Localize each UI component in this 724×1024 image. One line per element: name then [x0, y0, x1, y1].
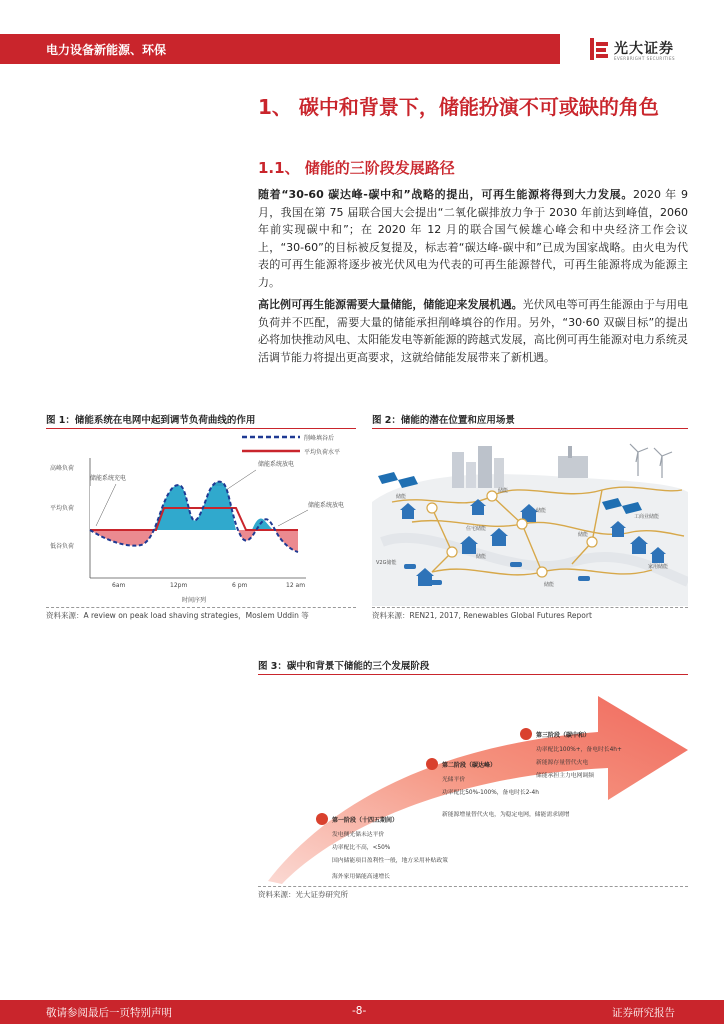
- heading-1: 1、 碳中和背景下，储能扮演不可或缺的角色: [258, 95, 659, 119]
- y-label-peak: 高峰负荷: [50, 465, 75, 472]
- paragraph-2-lead: 高比例可再生能源需要大量储能，储能迎来发展机遇。: [258, 298, 523, 311]
- figure-3-diagram: [258, 676, 688, 886]
- label-storage-4: 储能: [578, 532, 589, 538]
- footer-bar: [0, 1000, 724, 1024]
- paragraph-1-body: 2020 年 9 月，我国在第 75 届联合国大会提出“二氧化碳排放力争于 2030 年前达到峰值，2060 年前实现碳中和”；在 2020 年 12 月的联合国气候雄心峰会和中央经济工作会议上，“30-60”的目标被反复提及，标志着“碳达峰-碳中和”已成为国家战略。由火电为代表的可再生能源将逐步被光伏风电为代表的可再生能源替代，可再生能源将成为能源主力。: [258, 188, 688, 289]
- stage-3-marker: [520, 728, 532, 740]
- x-tick-12am: 12 am: [286, 582, 306, 589]
- building-1: [452, 452, 464, 488]
- stage-3-name: 第三阶段（碳中和）: [536, 732, 591, 739]
- logo-en: EVERBRIGHT SECURITIES: [614, 56, 676, 61]
- x-tick-6pm: 6 pm: [232, 582, 248, 589]
- stage-2-marker: [426, 758, 438, 770]
- figure-1-source-rule: [46, 607, 356, 608]
- paragraph-2: [258, 296, 688, 366]
- stage-2-item-2: 功率配比50%-100%，备电时长2-4h: [442, 790, 539, 796]
- annotation-discharge-1: 储能系统放电: [258, 461, 295, 468]
- figure-2-source: 资料来源：REN21, 2017, Renewables Global Futures Report: [372, 611, 592, 620]
- stage-3-item-2: 新能源存量替代火电: [536, 760, 589, 766]
- heading-2: 1.1、 储能的三阶段发展路径: [258, 159, 455, 177]
- stage-1-item-3: 国内储能项目盈利性一般，地方采用补贴政策: [332, 858, 448, 864]
- x-tick-6am: 6am: [112, 582, 126, 589]
- stage-1-item-1: 发电侧光储未达平价: [332, 832, 385, 838]
- label-storage-6: 储能: [476, 554, 487, 560]
- legend-label-average: 平均负荷水平: [304, 449, 341, 456]
- figure-3-rule: [258, 674, 688, 675]
- label-storage-5: 储能: [544, 582, 555, 588]
- building-2: [466, 462, 476, 488]
- paragraph-1-lead: 随着“30-60 碳达峰-碳中和”战略的提出，可再生能源将得到大力发展。: [258, 188, 633, 201]
- x-tick-12pm: 12pm: [170, 582, 188, 589]
- label-home: 家用储能: [648, 564, 669, 570]
- stage-2-item-1: 光储平价: [442, 777, 466, 783]
- logo: [588, 36, 688, 66]
- building-3: [478, 446, 492, 488]
- annotation-discharge-2: 储能系统放电: [308, 502, 345, 509]
- figure-1-source: 资料来源：A review on peak load shaving strategies，Moslem Uddin 等: [46, 611, 309, 620]
- stage-1-item-2: 功率配比不高，<50%: [332, 845, 391, 851]
- stage-3-item-3: 储能承担主力电网调频: [536, 773, 594, 779]
- figure-2-source-rule: [372, 607, 688, 608]
- footer-disclaimer: 敬请参阅最后一页特别声明: [46, 1007, 172, 1019]
- chimney: [568, 446, 572, 458]
- figure-1-title: 图 1：储能系统在电网中起到调节负荷曲线的作用: [46, 415, 256, 426]
- figure-3-source-rule: [258, 886, 688, 887]
- figure-1-rule: [46, 428, 356, 429]
- building-4: [494, 458, 504, 488]
- figure-3-title: 图 3：碳中和背景下储能的三个发展阶段: [258, 661, 430, 672]
- label-v2g: V2G储能: [376, 560, 397, 566]
- figure-2-illustration: [372, 432, 688, 606]
- wind-turbine-1: [630, 444, 648, 476]
- header-bar: [0, 34, 560, 64]
- stage-2-item-3: 新能源增量替代火电，为稳定电网，储能需求剧增: [442, 812, 570, 818]
- stage-2-name: 第二阶段（碳达峰）: [442, 762, 497, 769]
- figure-3-source: 资料来源：光大证券研究所: [258, 890, 348, 899]
- label-storage-3: 储能: [536, 508, 547, 514]
- wind-turbine-2: [654, 448, 672, 478]
- annotation-charge: 储能系统充电: [90, 475, 127, 482]
- section-label: 电力设备新能源、环保: [46, 43, 167, 57]
- stage-1-marker: [316, 813, 328, 825]
- stage-3-item-1: 功率配比100%+，备电时长4h+: [536, 747, 622, 753]
- label-storage-2: 储能: [498, 488, 509, 494]
- logo-mark-icon: [588, 36, 610, 62]
- paragraph-1: [258, 186, 688, 292]
- figure-2-title: 图 2：储能的潜在位置和应用场景: [372, 415, 515, 426]
- label-commercial: 工商业储能: [634, 514, 660, 520]
- stage-1-item-4: 海外家用储能高速增长: [332, 874, 390, 880]
- factory: [558, 456, 588, 478]
- stage-1-name: 第一阶段（十四五期间）: [332, 817, 399, 824]
- label-storage-1: 储能: [396, 494, 407, 500]
- logo-name: 光大证券: [614, 41, 674, 57]
- figure-1-chart: [46, 430, 356, 608]
- y-label-average: 平均负荷: [50, 505, 75, 512]
- page-number: -8-: [352, 1005, 367, 1017]
- paragraph-2-body: 光伏风电等可再生能源由于与用电负荷并不匹配，需要大量的储能承担削峰填谷的作用。另外，“30·60 双碳目标”的提出必将加快推动风电、太阳能发电等新能源的跨越式发展，高比例可再生能源对电力系统灵活调节能力将提出更高要求，这就给储能发展带来了新机遇。: [258, 298, 689, 364]
- label-residential: 住宅储能: [466, 526, 487, 532]
- legend-label-shaved: 削峰填谷后: [304, 435, 335, 442]
- figure-2-rule: [372, 428, 688, 429]
- footer-report-type: 证券研究报告: [612, 1007, 675, 1019]
- y-label-valley: 低谷负荷: [50, 543, 75, 550]
- x-axis-label: 时间序列: [181, 597, 207, 604]
